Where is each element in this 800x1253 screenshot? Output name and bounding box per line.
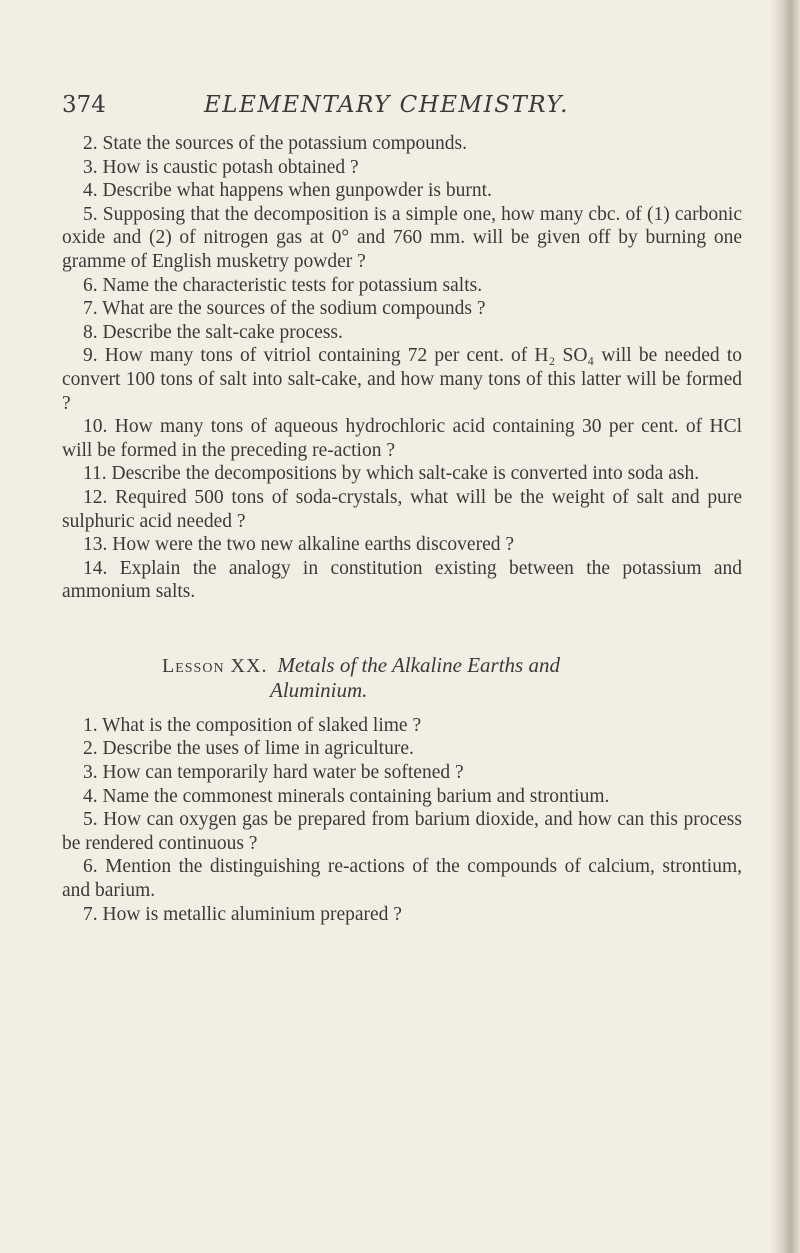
page-header	[62, 92, 742, 132]
page-number: 374	[62, 92, 106, 118]
question-item: 2. Describe the uses of lime in agriculture.	[83, 738, 414, 760]
question-list-lesson-xix	[62, 132, 742, 604]
question-item: 4. Name the commonest minerals containing barium and strontium.	[83, 785, 610, 807]
question-item: 11. Describe the decompositions by which salt-cake is converted into soda ash.	[83, 463, 700, 485]
question-item: 8. Describe the salt-cake process.	[83, 321, 343, 343]
question-item: 7. How is metallic aluminium prepared ?	[83, 903, 402, 925]
question-item: 1. What is the composition of slaked lime ?	[83, 714, 422, 736]
running-title: ELEMENTARY CHEMISTRY.	[204, 92, 569, 118]
question-item: 2. State the sources of the potassium compounds.	[83, 133, 467, 154]
question-item: 13. How were the two new alkaline earths discovered ?	[83, 534, 515, 556]
question-item: 14. Explain the analogy in constitution existing between the potassium and ammonium salts.	[62, 557, 742, 603]
question-item: 6. Mention the distinguishing re-actions of the compounds of calcium, strontium, and barium.	[62, 856, 742, 902]
lesson-label: Lesson XX.	[162, 654, 268, 677]
question-item: 9. How many tons of vitriol containing 72 per cent. of H₂ SO₄ will be needed to convert 100 tons of salt into salt-cake, and how many tons of this latter will be formed ?	[62, 345, 742, 414]
question-item: 5. Supposing that the decomposition is a simple one, how many cbc. of (1) carbonic oxide and (2) of nitrogen gas at 0° and 760 mm. will be given off by burning one gramme of English musketry powder ?	[62, 203, 742, 272]
question-item: 10. How many tons of aqueous hydrochloric acid containing 30 per cent. of HCl will be formed in the preceding re-action ?	[62, 416, 742, 461]
lesson-heading	[62, 653, 742, 702]
question-item: 12. Required 500 tons of soda-crystals, what will be the weight of salt and pure sulphuric acid needed ?	[62, 486, 742, 532]
question-item: 7. What are the sources of the sodium compounds ?	[83, 298, 486, 320]
lesson-title: Metals of the Alkaline Earths and	[277, 652, 560, 677]
question-list-lesson-xx	[62, 714, 742, 926]
question-item: 6. Name the characteristic tests for potassium salts.	[83, 274, 483, 296]
book-spine-shadow	[770, 0, 800, 1253]
question-item: 3. How can temporarily hard water be softened ?	[83, 762, 464, 784]
question-item: 4. Describe what happens when gunpowder is burnt.	[83, 180, 492, 202]
question-item: 3. How is caustic potash obtained ?	[83, 156, 359, 178]
lesson-title-continued: Aluminium.	[270, 677, 368, 702]
question-item: 5. How can oxygen gas be prepared from barium dioxide, and how can this process be rendered continuous ?	[62, 809, 742, 854]
book-page	[62, 92, 742, 926]
